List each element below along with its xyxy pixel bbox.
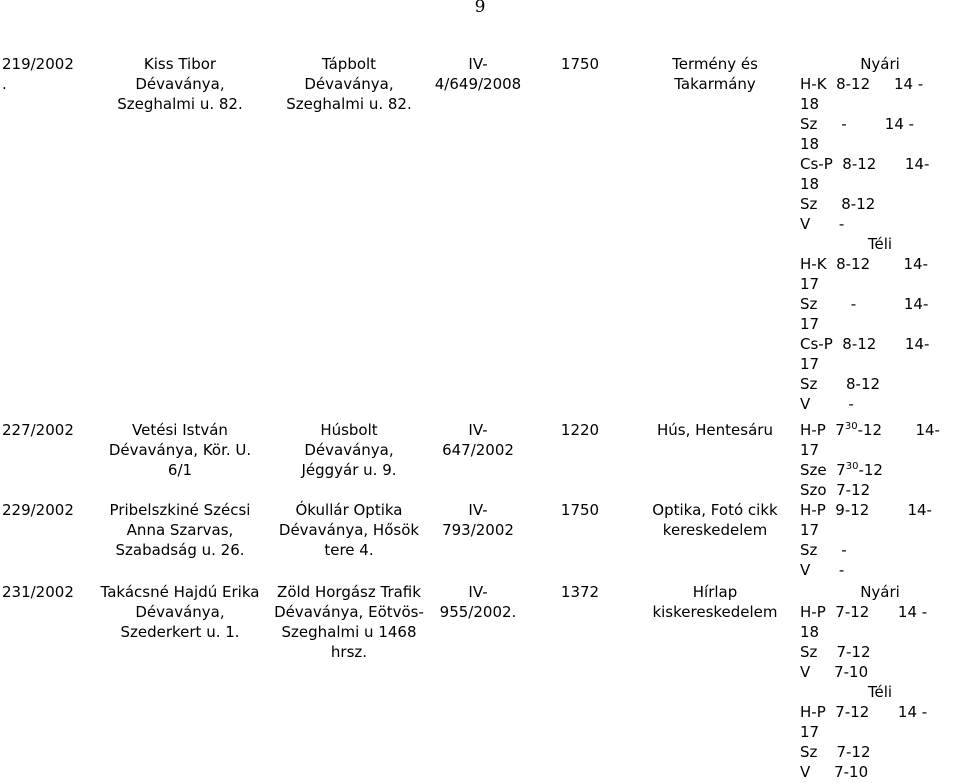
hours-line: Sz 7-12	[800, 643, 871, 661]
registration-cell: IV- 4/649/2008	[434, 55, 522, 93]
hours-minutes: 30	[845, 461, 859, 472]
hours-line: 17	[800, 355, 820, 373]
owner-cell: Takácsné Hajdú Erika Dévaványa, Szederkert u. 1.	[100, 583, 260, 641]
hours-line: 18	[800, 135, 820, 153]
hours-line: Cs-P 8-12 14-	[800, 335, 930, 353]
registration-cell: IV- 955/2002.	[439, 583, 517, 621]
hours-line: 18	[800, 175, 820, 193]
hours-line: Sz -	[800, 541, 847, 559]
season-label: Téli	[867, 235, 893, 253]
hours-line: Szo 7-12	[800, 481, 871, 499]
hours-text: Sze 7	[800, 461, 846, 479]
page-number: 9	[474, 0, 486, 17]
hours-minutes: 30	[844, 421, 858, 432]
hours-line: V 7-10	[800, 763, 869, 781]
hours-line: H-P 7-12 14 -	[800, 703, 928, 721]
hours-line: Sz - 14-	[800, 295, 929, 313]
permit-id: 229/2002	[2, 501, 74, 519]
hours-line: 18	[800, 623, 820, 641]
registration-cell: IV- 647/2002	[442, 421, 514, 459]
hours-line: Cs-P 8-12 14-	[800, 155, 930, 173]
hours-line: Sz 8-12	[800, 195, 876, 213]
season-label: Téli	[867, 683, 893, 701]
profile-cell: Termény és Takarmány	[672, 55, 758, 93]
hours-line: Sz - 14 -	[800, 115, 915, 133]
hours-line: Sz 7-12	[800, 743, 871, 761]
opening-hours-cell	[800, 582, 960, 782]
shop-cell: Ókullár Optika Dévaványa, Hősök tere 4.	[278, 501, 420, 559]
hours-line: H-K 8-12 14 -	[800, 75, 924, 93]
hours-line: 17	[800, 275, 820, 293]
hours-text: H-P 7	[800, 421, 845, 439]
owner-cell: Vetési István Dévaványa, Kör. U. 6/1	[108, 421, 252, 479]
profile-cell: Hírlap kiskereskedelem	[652, 583, 778, 621]
shop-cell: Húsbolt Dévaványa, Jéggyár u. 9.	[301, 421, 397, 479]
code-cell: 1750	[560, 55, 600, 73]
permit-id: 231/2002	[2, 583, 74, 601]
profile-cell: Hús, Hentesáru	[657, 421, 773, 439]
code-cell: 1750	[560, 501, 600, 519]
season-label: Nyári	[860, 55, 900, 73]
hours-line: 17	[800, 521, 820, 539]
hours-line	[800, 460, 960, 480]
hours-line: H-P 9-12 14-	[800, 501, 932, 519]
permit-id: 219/2002 .	[2, 55, 74, 93]
hours-line: 18	[800, 95, 820, 113]
hours-text: -12 14-	[857, 421, 940, 439]
hours-line: 17	[800, 441, 820, 459]
hours-text: -12	[858, 461, 883, 479]
code-cell: 1220	[560, 421, 600, 439]
opening-hours-cell	[800, 500, 960, 580]
shop-cell: Zöld Horgász Trafik Dévaványa, Eötvös- Szeghalmi u 1468 hrsz.	[274, 583, 424, 661]
season-label: Nyári	[860, 583, 900, 601]
profile-cell: Optika, Fotó cikk kereskedelem	[652, 501, 778, 539]
shop-cell: Tápbolt Dévaványa, Szeghalmi u. 82.	[286, 55, 412, 113]
hours-line: 17	[800, 723, 820, 741]
hours-line: Sz 8-12	[800, 375, 881, 393]
permit-id: 227/2002	[2, 421, 74, 439]
code-cell: 1372	[560, 583, 600, 601]
hours-line: V -	[800, 561, 845, 579]
hours-line: H-K 8-12 14-	[800, 255, 928, 273]
owner-cell: Kiss Tibor Dévaványa, Szeghalmi u. 82.	[117, 55, 243, 113]
opening-hours-cell	[800, 420, 960, 500]
hours-line: V -	[800, 395, 854, 413]
registration-cell: IV- 793/2002	[442, 501, 514, 539]
hours-line: H-P 7-12 14 -	[800, 603, 928, 621]
hours-line: V 7-10	[800, 663, 869, 681]
hours-line: V -	[800, 215, 845, 233]
hours-line: 17	[800, 315, 820, 333]
opening-hours-cell	[800, 54, 960, 414]
owner-cell: Pribelszkiné Szécsi Anna Szarvas, Szabadság u. 26.	[109, 501, 251, 559]
hours-line	[800, 420, 960, 440]
